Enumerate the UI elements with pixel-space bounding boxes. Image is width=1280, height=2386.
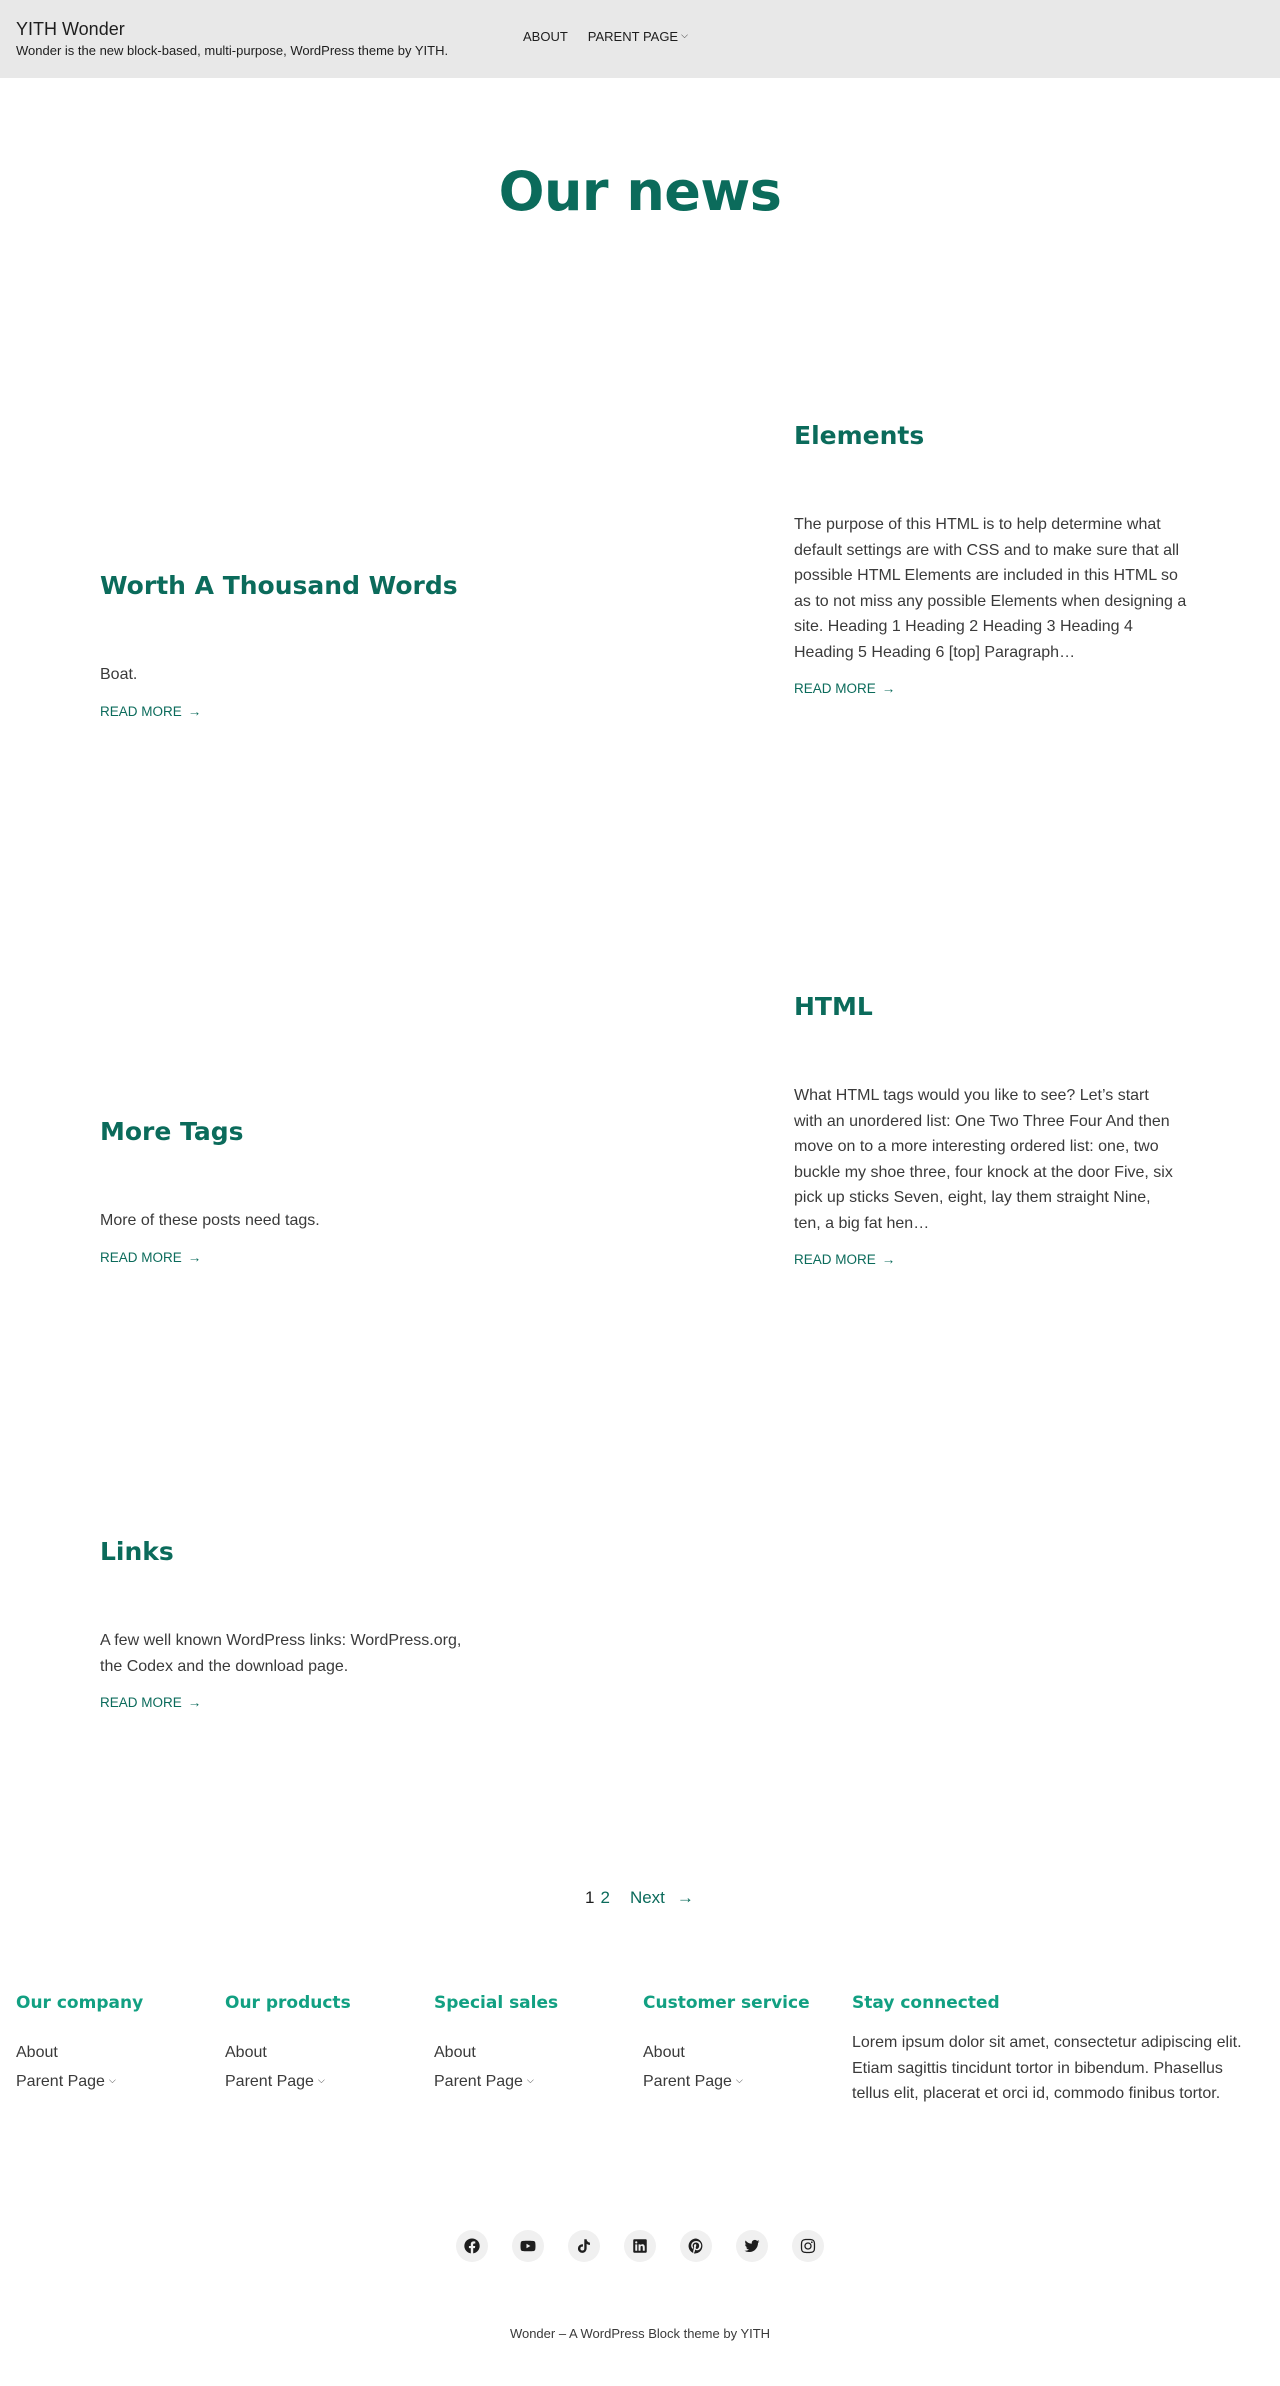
footer-link-label: About	[643, 2044, 685, 2061]
footer-heading: Our products	[225, 1993, 351, 2013]
footer-column-products	[225, 1992, 351, 2096]
post-title[interactable]: Worth A Thousand Words	[100, 571, 458, 600]
post-excerpt: The purpose of this HTML is to help determine what default settings are with CSS and to make sure that all possible HTML Elements are included in this HTML so as to not miss any possible Elements when designing a site. Heading 1 Heading 2 Heading 3 Heading 4 Heading 5 Heading 6 [top] Paragraph…	[794, 516, 1187, 661]
footer-link-parent-page[interactable]	[434, 2067, 558, 2096]
post-card	[794, 420, 1187, 698]
read-more-link[interactable]	[100, 704, 201, 719]
arrow-right-icon: →	[676, 1888, 694, 1907]
read-more-link[interactable]	[794, 681, 895, 696]
main-nav	[523, 29, 688, 44]
chevron-down-icon: ⌵	[317, 2075, 325, 2085]
chevron-down-icon: ⌵	[108, 2075, 116, 2085]
footer-link-label: About	[16, 2044, 58, 2061]
read-more-label: READ MORE	[794, 681, 876, 696]
read-more-link[interactable]	[100, 1695, 201, 1710]
footer-link-parent-page[interactable]	[16, 2067, 143, 2096]
nav-item-about[interactable]	[523, 29, 568, 44]
arrow-right-icon: →	[187, 1249, 202, 1265]
tiktok-icon[interactable]	[568, 2230, 600, 2262]
page-number-link[interactable]: 2	[600, 1888, 610, 1907]
post-card	[794, 991, 1173, 1269]
arrow-right-icon: →	[881, 681, 896, 696]
footer-link-label: Parent Page	[434, 2073, 523, 2090]
footer-column-company	[16, 1992, 143, 2096]
facebook-icon[interactable]	[456, 2230, 488, 2262]
pagination	[585, 1888, 694, 1908]
read-more-link[interactable]	[100, 1250, 201, 1265]
footer-column-customer-service	[643, 1992, 810, 2096]
site-branding	[16, 18, 448, 60]
post-card	[100, 1116, 460, 1267]
read-more-label: READ MORE	[100, 1249, 182, 1265]
site-title[interactable]: YITH Wonder	[16, 19, 125, 39]
footer-link-label: About	[434, 2044, 476, 2061]
read-more-label: READ MORE	[794, 1252, 876, 1267]
post-title[interactable]: Elements	[794, 421, 925, 450]
footer-link-about[interactable]	[16, 2038, 143, 2067]
footer-heading: Stay connected	[852, 1993, 1000, 2013]
footer-column-sales	[434, 1992, 558, 2096]
footer-link-label: Parent Page	[16, 2073, 105, 2090]
linkedin-icon[interactable]	[624, 2230, 656, 2262]
post-excerpt: Boat.	[100, 666, 138, 683]
instagram-icon[interactable]	[792, 2230, 824, 2262]
footer-credit: Wonder – A WordPress Block theme by YITH	[509, 2326, 771, 2341]
pagination-next-link[interactable]	[630, 1888, 694, 1908]
post-excerpt: More of these posts need tags.	[100, 1212, 320, 1229]
footer-link-label: About	[225, 2044, 267, 2061]
footer-heading: Our company	[16, 1993, 144, 2013]
footer-link-label: Parent Page	[225, 2073, 314, 2090]
footer-text: Lorem ipsum dolor sit amet, consectetur adipiscing elit. Etiam sagittis tincidunt tortor in bibendum. Phasellus tellus elit, placerat et orci id, commodo finibus tortor.	[852, 2034, 1242, 2102]
social-links	[456, 2230, 824, 2262]
footer-link-parent-page[interactable]	[225, 2067, 351, 2096]
chevron-down-icon: ⌵	[681, 30, 688, 40]
footer-link-about[interactable]	[643, 2038, 810, 2067]
post-title[interactable]: Links	[100, 1537, 174, 1566]
post-title[interactable]: HTML	[794, 992, 873, 1021]
page-number-current: 1	[585, 1888, 595, 1907]
arrow-right-icon: →	[881, 1252, 896, 1267]
twitter-icon[interactable]	[736, 2230, 768, 2262]
page-title: Our news	[498, 160, 782, 223]
youtube-icon[interactable]	[512, 2230, 544, 2262]
post-title[interactable]: More Tags	[100, 1117, 244, 1146]
pinterest-icon[interactable]	[680, 2230, 712, 2262]
footer-column-stay-connected	[852, 1992, 1252, 2107]
post-card	[100, 1536, 460, 1712]
nav-item-parent-page[interactable]	[588, 29, 688, 44]
footer-heading: Customer service	[643, 1993, 810, 2013]
nav-item-label: ABOUT	[523, 29, 568, 44]
read-more-link[interactable]	[794, 1252, 895, 1267]
footer-heading: Special sales	[434, 1993, 559, 2013]
arrow-right-icon: →	[187, 1695, 202, 1710]
arrow-right-icon: →	[187, 703, 202, 719]
post-card	[100, 570, 460, 721]
site-tagline: Wonder is the new block-based, multi-purpose, WordPress theme by YITH.	[16, 43, 449, 58]
nav-item-label: PARENT PAGE	[587, 29, 679, 44]
footer-link-about[interactable]	[434, 2038, 558, 2067]
chevron-down-icon: ⌵	[735, 2075, 743, 2085]
site-header	[0, 0, 1280, 78]
pagination-next-label: Next	[629, 1888, 665, 1907]
footer-link-about[interactable]	[225, 2038, 351, 2067]
post-excerpt: A few well known WordPress links: WordPress.org, the Codex and the download page.	[100, 1632, 462, 1675]
footer-link-parent-page[interactable]	[643, 2067, 810, 2096]
chevron-down-icon: ⌵	[526, 2075, 534, 2085]
read-more-label: READ MORE	[100, 703, 182, 719]
read-more-label: READ MORE	[100, 1695, 182, 1710]
footer-link-label: Parent Page	[643, 2073, 732, 2090]
post-excerpt: What HTML tags would you like to see? Let’s start with an unordered list: One Two Three Four And then move on to a more interesting ordered list: one, two buckle my shoe three, four knock at the door Five, six pick up sticks Seven, eight, lay them straight Nine, ten, a big fat hen…	[794, 1087, 1173, 1232]
